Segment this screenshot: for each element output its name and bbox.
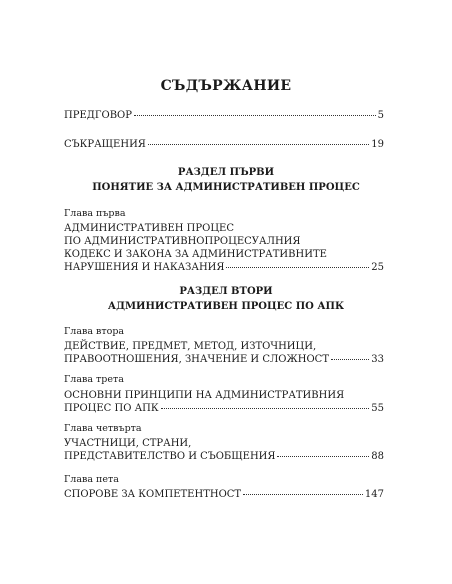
toc-entry-preface[interactable] [64, 109, 384, 122]
page-title: СЪДЪРЖАНИЕ [160, 78, 292, 94]
toc-entry-chapter-5[interactable] [64, 488, 384, 501]
chapter-label-5: Глава пета [64, 474, 119, 485]
toc-page-number: 55 [371, 403, 384, 414]
leader-dots [331, 359, 369, 360]
toc-entry-line: ОСНОВНИ ПРИНЦИПИ НА АДМИНИСТРАТИВНИЯ [64, 390, 345, 401]
toc-page-number: 5 [377, 110, 384, 121]
leader-dots [134, 115, 376, 116]
leader-dots [161, 408, 370, 409]
toc-entry-text: ПРОЦЕС ПО АПК [64, 403, 159, 414]
section-label: РАЗДЕЛ ВТОРИ [179, 286, 273, 297]
section-heading-1 [0, 165, 452, 195]
leader-dots [226, 267, 369, 268]
section-heading-2 [0, 284, 452, 314]
leader-dots [148, 144, 369, 145]
toc-entry-text: ПРАВООТНОШЕНИЯ, ЗНАЧЕНИЕ И СЛОЖНОСТ [64, 354, 329, 365]
toc-page-number: 19 [371, 139, 384, 150]
toc-entry-text: ПРЕДСТАВИТЕЛСТВО И СЪОБЩЕНИЯ [64, 451, 276, 462]
section-label: РАЗДЕЛ ПЪРВИ [177, 167, 275, 178]
leader-dots [277, 456, 369, 457]
toc-entry-line: ДЕЙСТВИЕ, ПРЕДМЕТ, МЕТОД, ИЗТОЧНИЦИ, [64, 341, 317, 352]
toc-entry-text: СПОРОВЕ ЗА КОМПЕТЕНТНОСТ [64, 489, 242, 500]
section-subtitle: ПОНЯТИЕ ЗА АДМИНИСТРАТИВЕН ПРОЦЕС [92, 182, 360, 193]
chapter-label-3: Глава трета [64, 374, 124, 385]
toc-entry-line: ПО АДМИНИСТРАТИВНОПРОЦЕСУАЛНИЯ [64, 236, 301, 247]
toc-entry-text: НАРУШЕНИЯ И НАКАЗАНИЯ [64, 262, 225, 273]
toc-page-number: 88 [371, 451, 384, 462]
toc-page-number: 25 [371, 262, 384, 273]
chapter-label-4: Глава четвърта [64, 423, 142, 434]
toc-entry-chapter-4[interactable] [64, 437, 384, 463]
toc-entry-text: ПРЕДГОВОР [64, 110, 132, 121]
toc-entry-chapter-3[interactable] [64, 389, 384, 415]
toc-entry-text: СЪКРАЩЕНИЯ [64, 139, 146, 150]
toc-entry-line: УЧАСТНИЦИ, СТРАНИ, [64, 438, 192, 449]
toc-page-number: 147 [364, 489, 384, 500]
toc-entry-abbreviations[interactable] [64, 138, 384, 151]
leader-dots [243, 494, 363, 495]
toc-page-number: 33 [371, 354, 384, 365]
toc-entry-line: АДМИНИСТРАТИВЕН ПРОЦЕС [64, 223, 234, 234]
toc-entry-chapter-1[interactable] [64, 222, 384, 274]
chapter-label-2: Глава втора [64, 326, 125, 337]
toc-entry-line: КОДЕКС И ЗАКОНА ЗА АДМИНИСТРАТИВНИТЕ [64, 249, 327, 260]
toc-entry-chapter-2[interactable] [64, 340, 384, 366]
section-subtitle: АДМИНИСТРАТИВЕН ПРОЦЕС ПО АПК [107, 301, 345, 312]
chapter-label-1: Глава първа [64, 208, 126, 219]
